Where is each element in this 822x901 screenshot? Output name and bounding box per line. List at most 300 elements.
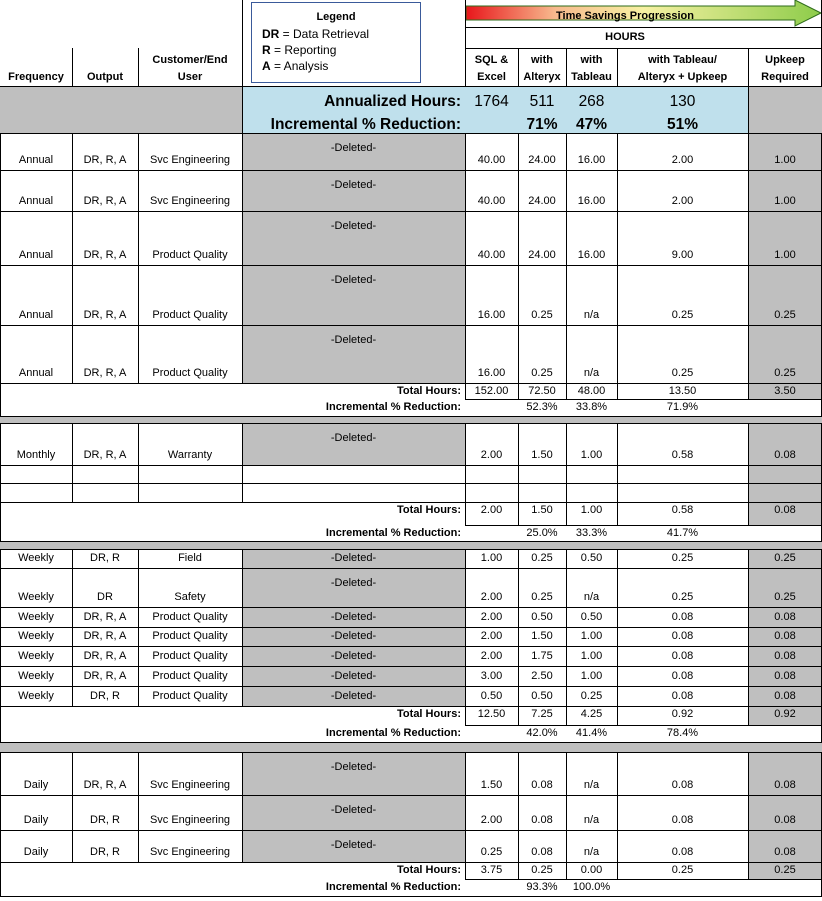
grid-line xyxy=(242,423,243,502)
total-tableau: 0.00 xyxy=(580,864,603,876)
grid-line xyxy=(518,423,519,502)
total-tableau: 4.25 xyxy=(580,708,603,720)
grid-line xyxy=(465,549,466,706)
header-customer-2: User xyxy=(177,71,203,83)
tua-cell: 0.25 xyxy=(671,591,694,603)
tua-cell: 0.08 xyxy=(671,779,694,791)
grid-line xyxy=(0,465,822,466)
sql-cell: 0.50 xyxy=(480,690,503,702)
deleted-text: -Deleted- xyxy=(330,839,377,851)
alteryx-cell: 24.00 xyxy=(528,195,556,207)
frequency-cell: Weekly xyxy=(18,650,54,662)
tableau-cell: 0.50 xyxy=(580,552,603,564)
alteryx-cell: 0.25 xyxy=(531,309,553,321)
grid-line xyxy=(0,646,822,647)
header-tua: with Tableau/ xyxy=(648,54,717,66)
grid-line xyxy=(465,862,466,879)
legend-abbr: R xyxy=(262,43,271,57)
grid-line xyxy=(0,795,822,796)
tua-cell: 0.25 xyxy=(671,367,694,379)
grid-line xyxy=(0,896,822,897)
incremental-reduction-label: Incremental % Reduction: xyxy=(325,401,461,413)
grid-line xyxy=(465,423,466,502)
grid-line xyxy=(0,416,822,417)
alteryx-cell: 0.50 xyxy=(531,611,553,623)
grid-line xyxy=(748,86,749,133)
grid-line xyxy=(138,133,139,383)
customer-cell: Product Quality xyxy=(152,630,228,642)
upkeep-cell: 0.08 xyxy=(774,690,796,702)
grid-line xyxy=(748,502,749,525)
reduction-tableau: 33.8% xyxy=(575,401,608,413)
reduction-label: Incremental % Reduction: xyxy=(270,116,461,133)
grid-line xyxy=(617,133,618,383)
reduction-tableau: 33.3% xyxy=(575,527,608,539)
output-cell: DR, R, A xyxy=(83,611,127,623)
deleted-text: -Deleted- xyxy=(330,761,377,773)
reduction-alteryx: 52.3% xyxy=(526,401,558,413)
grid-line xyxy=(0,383,822,384)
alteryx-cell: 0.08 xyxy=(531,846,553,858)
grid-line xyxy=(518,862,519,879)
tableau-cell: 0.50 xyxy=(580,611,603,623)
frequency-cell: Weekly xyxy=(18,591,54,603)
sql-cell: 2.00 xyxy=(480,611,503,623)
grid-line xyxy=(518,502,519,525)
alteryx-cell: 0.25 xyxy=(531,552,553,564)
grid-line xyxy=(0,133,1,416)
header-tab-2: Tableau xyxy=(571,71,612,83)
customer-cell: Product Quality xyxy=(152,650,228,662)
grid-line xyxy=(0,211,822,212)
grid-line xyxy=(0,549,1,742)
grid-line xyxy=(566,549,567,706)
output-cell: DR, R, A xyxy=(83,154,127,166)
header-customer: Customer/End xyxy=(152,54,228,66)
grid-line xyxy=(617,862,618,879)
sql-cell: 0.25 xyxy=(480,846,503,858)
grid-line xyxy=(465,879,822,880)
sql-cell: 2.00 xyxy=(480,650,503,662)
grid-line xyxy=(242,86,243,133)
upkeep-cell: 0.08 xyxy=(774,611,796,623)
output-cell: DR, R, A xyxy=(83,650,127,662)
tableau-cell: n/a xyxy=(583,591,600,603)
deleted-text: -Deleted- xyxy=(330,432,377,444)
reduction-tua: 71.9% xyxy=(666,401,699,413)
grid-line xyxy=(748,133,749,383)
alteryx-cell: 1.50 xyxy=(531,449,553,461)
deleted-text: -Deleted- xyxy=(330,670,377,682)
alteryx-cell: 0.08 xyxy=(531,814,553,826)
total-tua: 13.50 xyxy=(668,385,697,397)
header-frequency: Frequency xyxy=(8,71,64,83)
grid-line xyxy=(617,383,618,399)
tableau-cell: 0.25 xyxy=(580,690,603,702)
header-upk-2: Required xyxy=(761,71,809,83)
alteryx-cell: 1.75 xyxy=(531,650,553,662)
upkeep-cell: 0.25 xyxy=(774,367,796,379)
sql-cell: 2.00 xyxy=(480,814,503,826)
grid-line xyxy=(748,48,749,86)
grid-line xyxy=(0,568,822,569)
upkeep-cell: 1.00 xyxy=(774,195,796,207)
grid-line xyxy=(0,170,822,171)
legend-abbr: A xyxy=(262,59,271,73)
grid-line xyxy=(242,752,243,862)
tableau-cell: 16.00 xyxy=(577,154,606,166)
grid-line xyxy=(518,133,519,383)
grid-line xyxy=(0,627,822,628)
tua-cell: 0.58 xyxy=(671,449,694,461)
tableau-cell: n/a xyxy=(583,309,600,321)
deleted-text: -Deleted- xyxy=(330,577,377,589)
grid-line xyxy=(748,383,749,399)
customer-cell: Product Quality xyxy=(152,367,228,379)
grid-line xyxy=(0,666,822,667)
upkeep-cell: 0.08 xyxy=(774,630,796,642)
frequency-cell: Weekly xyxy=(18,552,54,564)
frequency-cell: Weekly xyxy=(18,690,54,702)
reduction-alteryx: 42.0% xyxy=(526,727,558,739)
tua-cell: 0.25 xyxy=(671,309,694,321)
frequency-cell: Monthly xyxy=(16,449,56,461)
deleted-cell xyxy=(242,752,465,795)
grid-line xyxy=(465,525,822,526)
deleted-text: -Deleted- xyxy=(330,690,377,702)
tableau-cell: 16.00 xyxy=(577,195,606,207)
total-hours-label: Total Hours: xyxy=(397,385,461,397)
header-tua-2: Alteryx + Upkeep xyxy=(637,71,728,83)
incremental-reduction-label: Incremental % Reduction: xyxy=(325,881,461,893)
output-cell: DR, R, A xyxy=(83,630,127,642)
total-alteryx: 72.50 xyxy=(528,385,556,397)
reduction-tua: 78.4% xyxy=(666,727,699,739)
tua-cell: 2.00 xyxy=(671,195,694,207)
total-hours-label: Total Hours: xyxy=(397,504,461,516)
grid-line xyxy=(0,483,822,484)
sql-cell: 2.00 xyxy=(480,591,503,603)
grid-line xyxy=(566,48,567,86)
annualized-sql: 1764 xyxy=(474,93,509,110)
grid-line xyxy=(0,706,822,707)
total-sql: 3.75 xyxy=(480,864,503,876)
alteryx-cell: 24.00 xyxy=(528,154,556,166)
grid-line xyxy=(566,423,567,502)
grid-line xyxy=(0,265,822,266)
grid-line xyxy=(465,502,466,525)
customer-cell: Product Quality xyxy=(152,249,228,261)
grid-line xyxy=(566,752,567,862)
header-alt: with xyxy=(531,54,553,66)
grid-line xyxy=(465,383,466,399)
legend-title: Legend xyxy=(316,11,356,23)
total-upkeep: 0.25 xyxy=(774,864,796,876)
tua-cell: 0.08 xyxy=(671,611,694,623)
customer-cell: Svc Engineering xyxy=(149,779,231,791)
customer-cell: Product Quality xyxy=(152,690,228,702)
sql-cell: 40.00 xyxy=(477,249,506,261)
alteryx-cell: 2.50 xyxy=(531,670,553,682)
grid-line xyxy=(72,549,73,706)
grid-line xyxy=(465,27,822,28)
tua-cell: 0.08 xyxy=(671,814,694,826)
customer-cell: Product Quality xyxy=(152,309,228,321)
grid-line xyxy=(138,423,139,502)
section-separator xyxy=(0,416,822,423)
reduction-tua: 51% xyxy=(666,116,699,133)
frequency-cell: Daily xyxy=(23,814,49,826)
sql-cell: 16.00 xyxy=(477,309,506,321)
legend-line-a: A = Analysis xyxy=(262,59,329,73)
grid-line xyxy=(72,752,73,862)
grid-line xyxy=(748,752,749,862)
upkeep-cell: 1.00 xyxy=(774,249,796,261)
total-sql: 152.00 xyxy=(474,385,509,397)
grid-line xyxy=(242,549,243,706)
grid-line xyxy=(465,133,466,383)
grid-line xyxy=(617,48,618,86)
frequency-cell: Annual xyxy=(18,154,54,166)
tableau-cell: 1.00 xyxy=(580,670,603,682)
grid-line xyxy=(465,752,466,862)
grid-line xyxy=(242,133,243,383)
total-sql: 2.00 xyxy=(480,504,503,516)
sql-cell: 40.00 xyxy=(477,154,506,166)
customer-cell: Svc Engineering xyxy=(149,195,231,207)
upkeep-cell: 0.25 xyxy=(774,309,796,321)
annualized-tua: 130 xyxy=(669,93,696,110)
reduction-alt: 71% xyxy=(526,116,558,133)
deleted-text: -Deleted- xyxy=(330,804,377,816)
reduction-alteryx: 93.3% xyxy=(526,881,558,893)
annualized-tab: 268 xyxy=(578,93,605,110)
grid-line xyxy=(0,325,822,326)
grid-line xyxy=(0,607,822,608)
output-cell: DR, R, A xyxy=(83,367,127,379)
sql-cell: 1.50 xyxy=(480,779,503,791)
grid-line xyxy=(0,86,822,87)
total-tua: 0.92 xyxy=(671,708,694,720)
grid-line xyxy=(617,423,618,502)
grid-line xyxy=(617,752,618,862)
deleted-cell xyxy=(242,423,465,465)
grid-line xyxy=(518,383,519,399)
grid-line xyxy=(138,48,139,86)
header-sql-2: Excel xyxy=(477,71,506,83)
grid-line xyxy=(0,862,822,863)
header-output: Output xyxy=(86,71,124,83)
tableau-cell: n/a xyxy=(583,779,600,791)
deleted-text: -Deleted- xyxy=(330,142,377,154)
total-alteryx: 1.50 xyxy=(531,504,553,516)
grid-line xyxy=(566,502,567,525)
upkeep-cell: 0.08 xyxy=(774,814,796,826)
reduction-tableau: 41.4% xyxy=(575,727,608,739)
grid-line xyxy=(0,742,822,743)
grid-line xyxy=(566,706,567,725)
output-cell: DR, R, A xyxy=(83,779,127,791)
grid-line xyxy=(0,549,822,550)
grid-line xyxy=(518,48,519,86)
tua-cell: 9.00 xyxy=(671,249,694,261)
annualized-label: Annualized Hours: xyxy=(324,93,461,110)
grid-line xyxy=(518,706,519,725)
grid-line xyxy=(465,725,822,726)
deleted-text: -Deleted- xyxy=(330,552,377,564)
total-tableau: 48.00 xyxy=(577,385,606,397)
grid-line xyxy=(0,423,822,424)
reduction-tua: 41.7% xyxy=(666,527,699,539)
sql-cell: 40.00 xyxy=(477,195,506,207)
deleted-text: -Deleted- xyxy=(330,274,377,286)
tua-cell: 0.08 xyxy=(671,670,694,682)
deleted-text: -Deleted- xyxy=(330,179,377,191)
header-upk: Upkeep xyxy=(765,54,805,66)
output-cell: DR, R, A xyxy=(83,309,127,321)
grid-line xyxy=(72,133,73,383)
frequency-cell: Annual xyxy=(18,195,54,207)
total-alteryx: 7.25 xyxy=(531,708,553,720)
grid-line xyxy=(566,383,567,399)
frequency-cell: Daily xyxy=(23,846,49,858)
frequency-cell: Annual xyxy=(18,309,54,321)
customer-cell: Safety xyxy=(174,591,206,603)
sql-cell: 2.00 xyxy=(480,449,503,461)
grid-line xyxy=(0,423,1,541)
header-alt-2: Alteryx xyxy=(523,71,561,83)
tua-cell: 0.08 xyxy=(671,846,694,858)
tableau-cell: n/a xyxy=(583,814,600,826)
total-hours-label: Total Hours: xyxy=(397,864,461,876)
customer-cell: Svc Engineering xyxy=(149,154,231,166)
customer-cell: Field xyxy=(178,552,202,564)
upkeep-column xyxy=(748,133,822,399)
grid-line xyxy=(748,706,749,725)
reduction-tableau: 100.0% xyxy=(572,881,611,893)
output-cell: DR, R, A xyxy=(83,249,127,261)
tableau-cell: n/a xyxy=(583,367,600,379)
total-sql: 12.50 xyxy=(477,708,506,720)
incremental-reduction-label: Incremental % Reduction: xyxy=(325,527,461,539)
deleted-text: -Deleted- xyxy=(330,630,377,642)
grid-line xyxy=(72,48,73,86)
customer-cell: Product Quality xyxy=(152,670,228,682)
upkeep-cell: 0.08 xyxy=(774,779,796,791)
grid-line xyxy=(0,686,822,687)
sql-cell: 1.00 xyxy=(480,552,503,564)
grid-line xyxy=(748,862,749,879)
upkeep-cell: 0.08 xyxy=(774,846,796,858)
upkeep-cell: 1.00 xyxy=(774,154,796,166)
total-upkeep: 3.50 xyxy=(774,385,796,397)
tua-cell: 2.00 xyxy=(671,154,694,166)
grid-line xyxy=(0,502,822,503)
header-tab: with xyxy=(580,54,603,66)
deleted-text: -Deleted- xyxy=(330,334,377,346)
total-tua: 0.58 xyxy=(671,504,694,516)
customer-cell: Product Quality xyxy=(152,611,228,623)
reduction-alteryx: 25.0% xyxy=(526,527,558,539)
grid-line xyxy=(465,399,822,400)
grid-line xyxy=(518,549,519,706)
grid-line xyxy=(0,830,822,831)
grid-line xyxy=(465,706,466,725)
output-cell: DR, R, A xyxy=(83,670,127,682)
tableau-cell: 1.00 xyxy=(580,650,603,662)
upkeep-cell: 0.08 xyxy=(774,650,796,662)
total-upkeep: 0.08 xyxy=(774,504,796,516)
sql-cell: 3.00 xyxy=(480,670,503,682)
sql-cell: 2.00 xyxy=(480,630,503,642)
total-alteryx: 0.25 xyxy=(531,864,553,876)
alteryx-cell: 0.08 xyxy=(531,779,553,791)
grid-line xyxy=(0,752,1,896)
total-tua: 0.25 xyxy=(671,864,694,876)
output-cell: DR xyxy=(97,591,113,603)
reduction-tab: 47% xyxy=(575,116,608,133)
grid-line xyxy=(617,502,618,525)
alteryx-cell: 0.50 xyxy=(531,690,553,702)
grid-line xyxy=(566,133,567,383)
upkeep-cell: 0.25 xyxy=(774,591,796,603)
sql-cell: 16.00 xyxy=(477,367,506,379)
grid-line xyxy=(0,133,822,134)
legend-line-dr: DR = Data Retrieval xyxy=(262,27,370,41)
upkeep-cell: 0.08 xyxy=(774,670,796,682)
output-cell: DR, R, A xyxy=(83,195,127,207)
output-cell: DR, R xyxy=(90,846,120,858)
incremental-reduction-label: Incremental % Reduction: xyxy=(325,727,461,739)
tua-cell: 0.25 xyxy=(671,552,694,564)
upkeep-cell: 0.08 xyxy=(774,449,796,461)
output-cell: DR, R, A xyxy=(83,449,127,461)
alteryx-cell: 0.25 xyxy=(531,591,553,603)
frequency-cell: Weekly xyxy=(18,670,54,682)
grid-line xyxy=(465,0,466,86)
alteryx-cell: 1.50 xyxy=(531,630,553,642)
customer-cell: Warranty xyxy=(167,449,213,461)
frequency-cell: Weekly xyxy=(18,630,54,642)
tua-cell: 0.08 xyxy=(671,630,694,642)
customer-cell: Svc Engineering xyxy=(149,846,231,858)
grid-line xyxy=(138,752,139,862)
output-cell: DR, R xyxy=(90,814,120,826)
grid-line xyxy=(0,752,822,753)
header-sql: SQL & xyxy=(474,54,509,66)
section-separator xyxy=(0,541,822,549)
tableau-cell: 1.00 xyxy=(580,630,603,642)
total-tableau: 1.00 xyxy=(580,504,603,516)
output-cell: DR, R xyxy=(90,690,120,702)
grid-line xyxy=(72,423,73,502)
grid-line xyxy=(617,549,618,706)
grid-line xyxy=(748,549,749,706)
frequency-cell: Daily xyxy=(23,779,49,791)
hours-label: HOURS xyxy=(605,31,645,43)
alteryx-cell: 24.00 xyxy=(528,249,556,261)
annualized-alt: 511 xyxy=(529,93,555,110)
tableau-cell: 16.00 xyxy=(577,249,606,261)
tableau-cell: 1.00 xyxy=(580,449,603,461)
total-hours-label: Total Hours: xyxy=(397,708,461,720)
grid-line xyxy=(518,752,519,862)
deleted-text: -Deleted- xyxy=(330,611,377,623)
section-separator xyxy=(0,742,822,752)
alteryx-cell: 0.25 xyxy=(531,367,553,379)
grid-line xyxy=(617,706,618,725)
output-cell: DR, R xyxy=(90,552,120,564)
